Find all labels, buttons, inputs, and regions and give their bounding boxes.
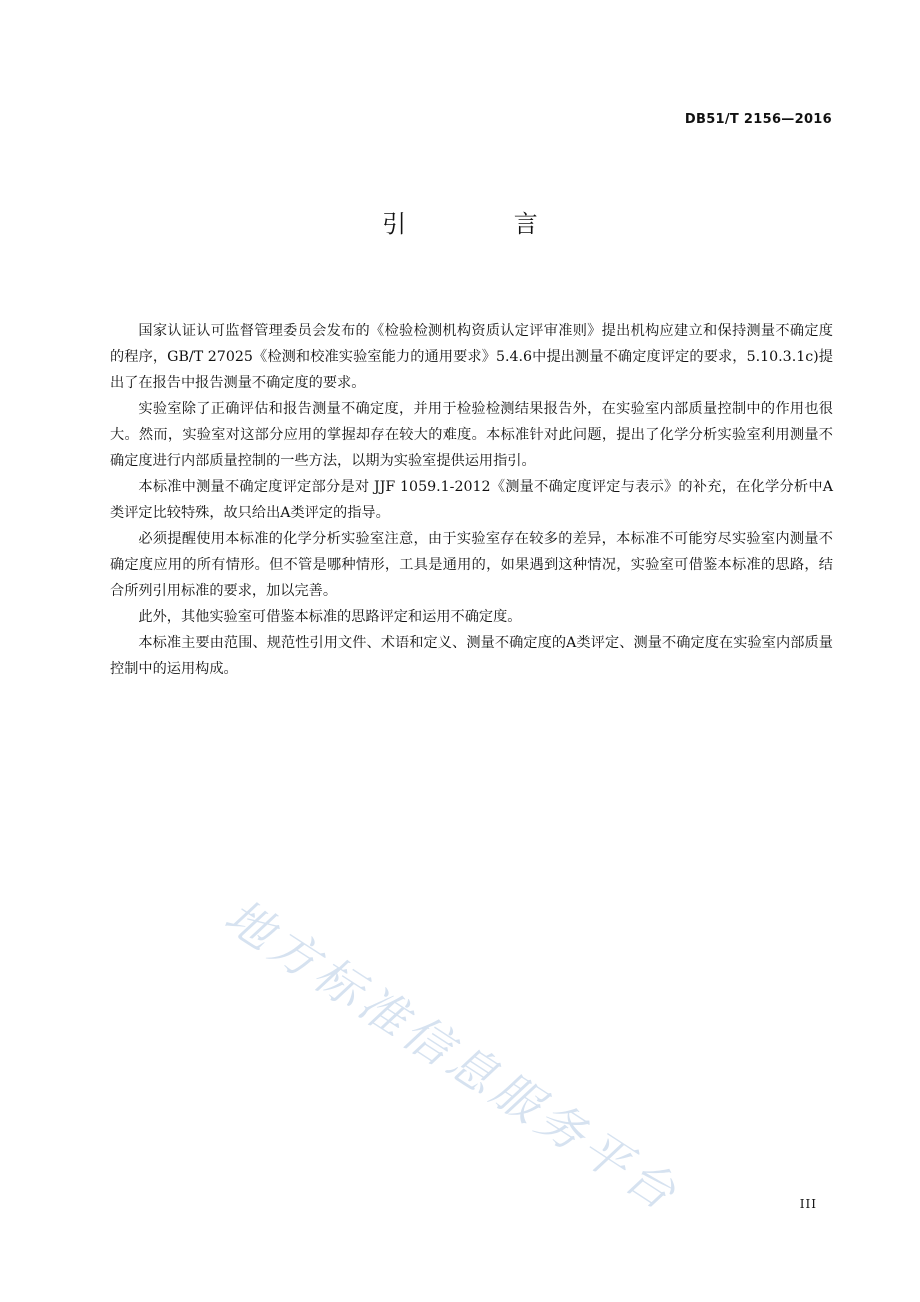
paragraph: 国家认证认可监督管理委员会发布的《检验检测机构资质认定评审准则》提出机构应建立和保持测量不确定度的程序，GB/T 27025《检测和校准实验室能力的通用要求》5.4.6中提出测量不确定度评定的要求，5.10.3.1c)提出了在报告中报告测量不确定度的要求。 (110, 323, 833, 391)
body-text (110, 318, 833, 682)
page-title: 引 言 (382, 210, 588, 238)
paragraph: 必须提醒使用本标准的化学分析实验室注意，由于实验室存在较多的差异，本标准不可能穷尽实验室内测量不确定度应用的所有情形。但不管是哪种情形，工具是通用的，如果遇到这种情况，实验室可借鉴本标准的思路，结合所列引用标准的要求，加以完善。 (110, 531, 833, 599)
document-code: DB51/T 2156—2016 (684, 112, 832, 127)
page-number: III (799, 1197, 817, 1211)
paragraph: 实验室除了正确评估和报告测量不确定度，并用于检验检测结果报告外，在实验室内部质量控制中的作用也很大。然而，实验室对这部分应用的掌握却存在较大的难度。本标准针对此问题，提出了化学分析实验室利用测量不确定度进行内部质量控制的一些方法，以期为实验室提供运用指引。 (110, 401, 833, 469)
paragraph: 此外，其他实验室可借鉴本标准的思路评定和运用不确定度。 (138, 609, 522, 625)
watermark: 地方标准信息服务平台 (214, 888, 690, 1224)
paragraph: 本标准主要由范围、规范性引用文件、术语和定义、测量不确定度的A类评定、测量不确定度在实验室内部质量控制中的运用构成。 (110, 635, 833, 677)
paragraph: 本标准中测量不确定度评定部分是对 JJF 1059.1-2012《测量不确定度评定与表示》的补充，在化学分析中A类评定比较特殊，故只给出A类评定的指导。 (110, 479, 833, 521)
